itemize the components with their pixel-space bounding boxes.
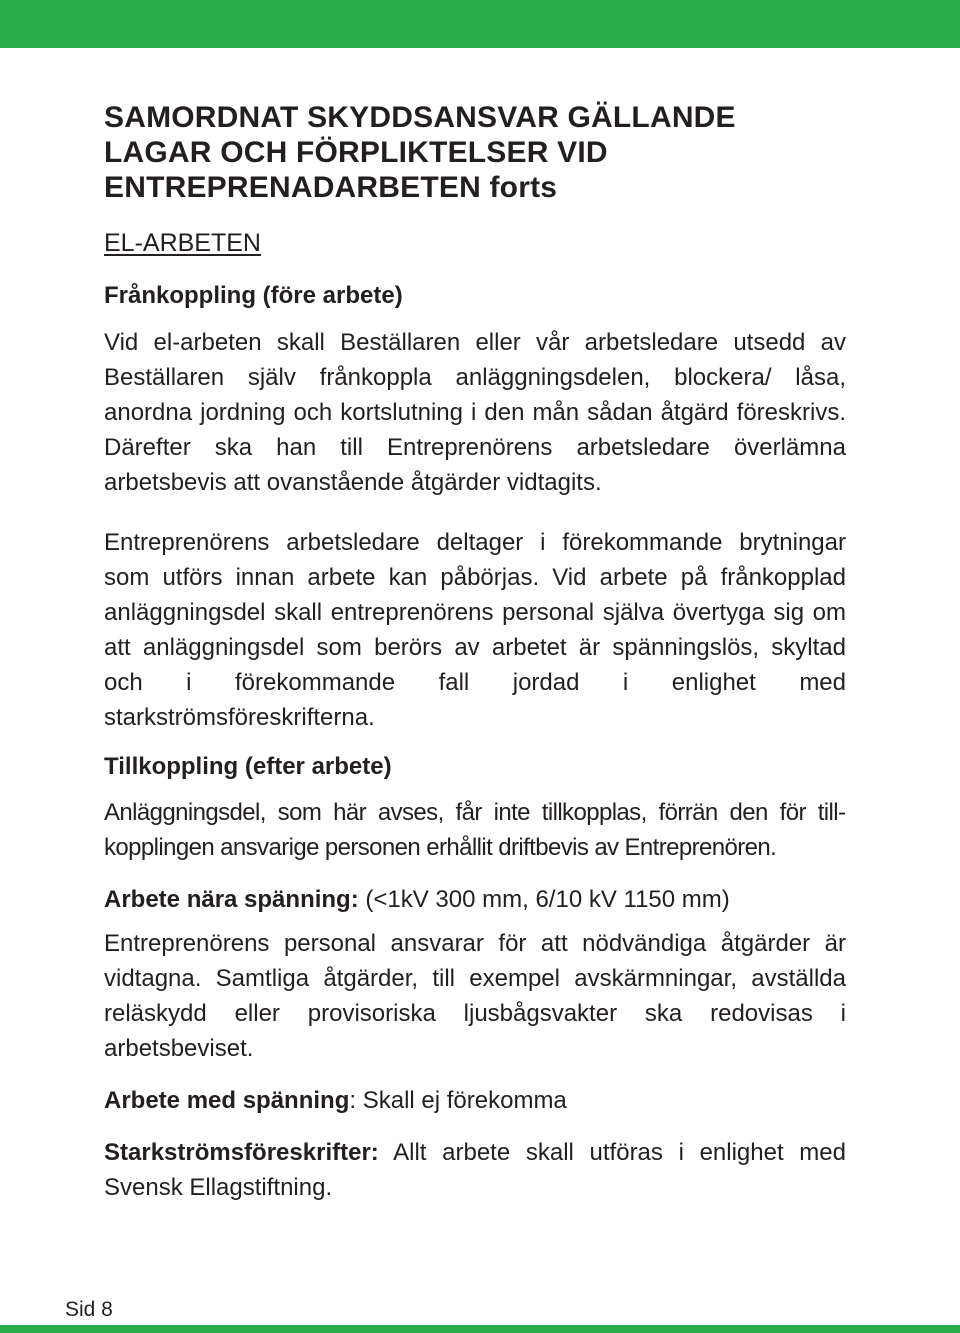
paragraph-reconnection: Anläggningsdel, som här avses, får inte tillkopplas, förrän den för tillkopplingen ansvarige personen erhållit driftbevis av Entreprenören. bbox=[104, 799, 846, 861]
title-line-3: ENTREPRENADARBETEN forts bbox=[104, 171, 558, 204]
heading-disconnection: Frånkoppling (före arbete) bbox=[104, 282, 403, 309]
regulations-label: Starkströmsföreskrifter: bbox=[104, 1139, 379, 1166]
title-line-1: SAMORDNAT SKYDDSANSVAR GÄLLANDE bbox=[104, 101, 736, 134]
near-voltage-detail: (<1kV 300 mm, 6/10 kV 1150 mm) bbox=[358, 886, 730, 913]
page-number: Sid 8 bbox=[65, 1298, 113, 1321]
paragraph-disconnection-1: Vid el-arbeten skall Beställaren eller vår arbetsledare utsedd av Beställaren själv frånkoppla anläggningsdelen, blockera/ låsa, anordna jordning och kortslutning i den mån sådan åtgärd föreskrivs. Därefter ska han till Entreprenörens arbetsledare överlämna arbetsbevis att ovanstående åtgärder vidtagits. bbox=[104, 329, 846, 496]
with-voltage-detail: : Skall ej förekomma bbox=[349, 1087, 567, 1114]
paragraph-disconnection-2: Entreprenörens arbetsledare deltager i förekommande brytningar som utförs innan arbete kan påbörjas. Vid arbete på frånkopplad anläggningsdel skall entreprenörens personal själva övertyga sig om att anläggningsdel som berörs av arbetet är spänningslös, skyltad och i förekommande fall jordad i enlighet med starkströmsföreskrifterna. bbox=[104, 529, 846, 731]
heading-reconnection: Tillkoppling (efter arbete) bbox=[104, 753, 392, 780]
paragraph-near-voltage: Entreprenörens personal ansvarar för att nödvändiga åtgärder är vidtagna. Samtliga åtgärder, till exempel avskärmningar, avställda reläskydd eller provisoriska ljusbågsvakter ska redovisas i arbetsbeviset. bbox=[104, 930, 846, 1062]
near-voltage-label: Arbete nära spänning: bbox=[104, 886, 359, 913]
page-content bbox=[104, 100, 846, 1205]
title-line-2: LAGAR OCH FÖRPLIKTELSER VID bbox=[104, 136, 608, 169]
bottom-accent-bar bbox=[0, 1325, 960, 1333]
regulations-detail: Allt arbete skall utföras i enlighet med Svensk Ellagstiftning. bbox=[104, 1139, 846, 1201]
near-voltage-line bbox=[104, 882, 846, 917]
section-heading-el-arbeten: EL-ARBETEN bbox=[104, 229, 261, 257]
with-voltage-line bbox=[104, 1083, 846, 1118]
regulations-line bbox=[104, 1135, 846, 1205]
with-voltage-label: Arbete med spänning bbox=[104, 1087, 350, 1114]
document-title bbox=[104, 100, 846, 205]
top-accent-bar bbox=[0, 0, 960, 48]
